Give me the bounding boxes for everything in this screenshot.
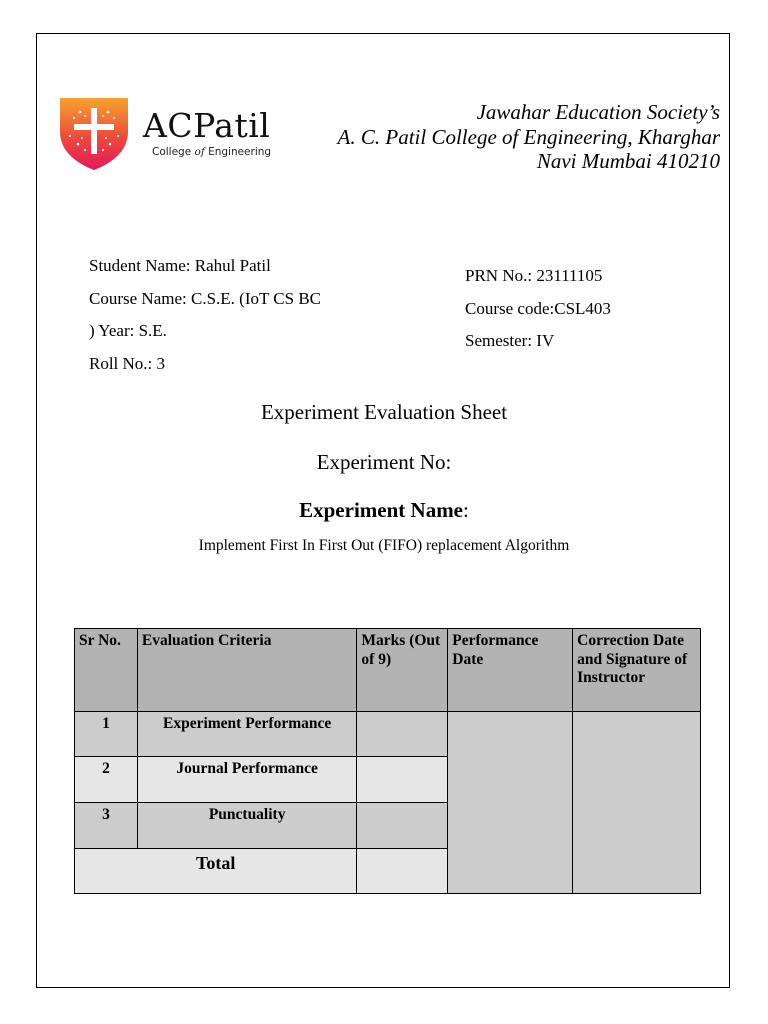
table-header-row bbox=[75, 629, 701, 712]
college-logo-subtitle: College of Engineering bbox=[152, 146, 272, 158]
total-label: Total bbox=[75, 849, 357, 894]
roll-number: Roll No.: 3 bbox=[89, 353, 166, 373]
institution-line1: Jawahar Education Society’s bbox=[476, 100, 720, 124]
course-year: ) Year: S.E. bbox=[89, 321, 167, 340]
header-correction-signature: Correction Date and Signature of Instructor bbox=[573, 629, 701, 712]
experiment-name-label: Experiment Name: bbox=[299, 498, 469, 522]
college-logo-text: ACPatil bbox=[143, 106, 271, 145]
sheet-title: Experiment Evaluation Sheet bbox=[260, 400, 508, 424]
table-row bbox=[75, 712, 701, 757]
row-criteria: Experiment Performance bbox=[137, 712, 357, 757]
institution-line2: A. C. Patil College of Engineering, Kharghar bbox=[337, 124, 720, 149]
marks-cell[interactable] bbox=[357, 757, 448, 803]
student-info-right bbox=[465, 260, 611, 358]
student-info-left bbox=[89, 250, 321, 380]
row-sr: 3 bbox=[75, 803, 138, 849]
student-name: Student Name: Rahul Patil bbox=[89, 256, 271, 275]
marks-cell[interactable] bbox=[357, 712, 448, 757]
college-logo-shield-icon bbox=[58, 94, 130, 172]
header-marks: Marks (Out of 9) bbox=[357, 629, 448, 712]
correction-signature-cell[interactable] bbox=[573, 712, 701, 894]
row-criteria: Journal Performance bbox=[137, 757, 357, 803]
marks-cell[interactable] bbox=[357, 803, 448, 849]
experiment-number: Experiment No: bbox=[316, 450, 452, 474]
row-criteria: Punctuality bbox=[137, 803, 357, 849]
evaluation-table bbox=[74, 628, 701, 894]
experiment-description: Implement First In First Out (FIFO) replacement Algorithm bbox=[198, 537, 570, 554]
semester: Semester: IV bbox=[465, 331, 555, 350]
prn-number: PRN No.: 23111105 bbox=[465, 266, 603, 285]
course-name: Course Name: C.S.E. (IoT CS BC bbox=[89, 288, 322, 308]
institution-line3: Navi Mumbai 410210 bbox=[536, 149, 720, 173]
performance-date-cell[interactable] bbox=[448, 712, 573, 894]
header-evaluation-criteria: Evaluation Criteria bbox=[137, 629, 357, 712]
course-code: Course code:CSL403 bbox=[465, 298, 611, 318]
row-sr: 1 bbox=[75, 712, 138, 757]
header-sr-no: Sr No. bbox=[75, 629, 138, 712]
institution-header bbox=[338, 100, 720, 174]
header-performance-date: Performance Date bbox=[448, 629, 573, 712]
total-marks-cell[interactable] bbox=[357, 849, 448, 894]
row-sr: 2 bbox=[75, 757, 138, 803]
